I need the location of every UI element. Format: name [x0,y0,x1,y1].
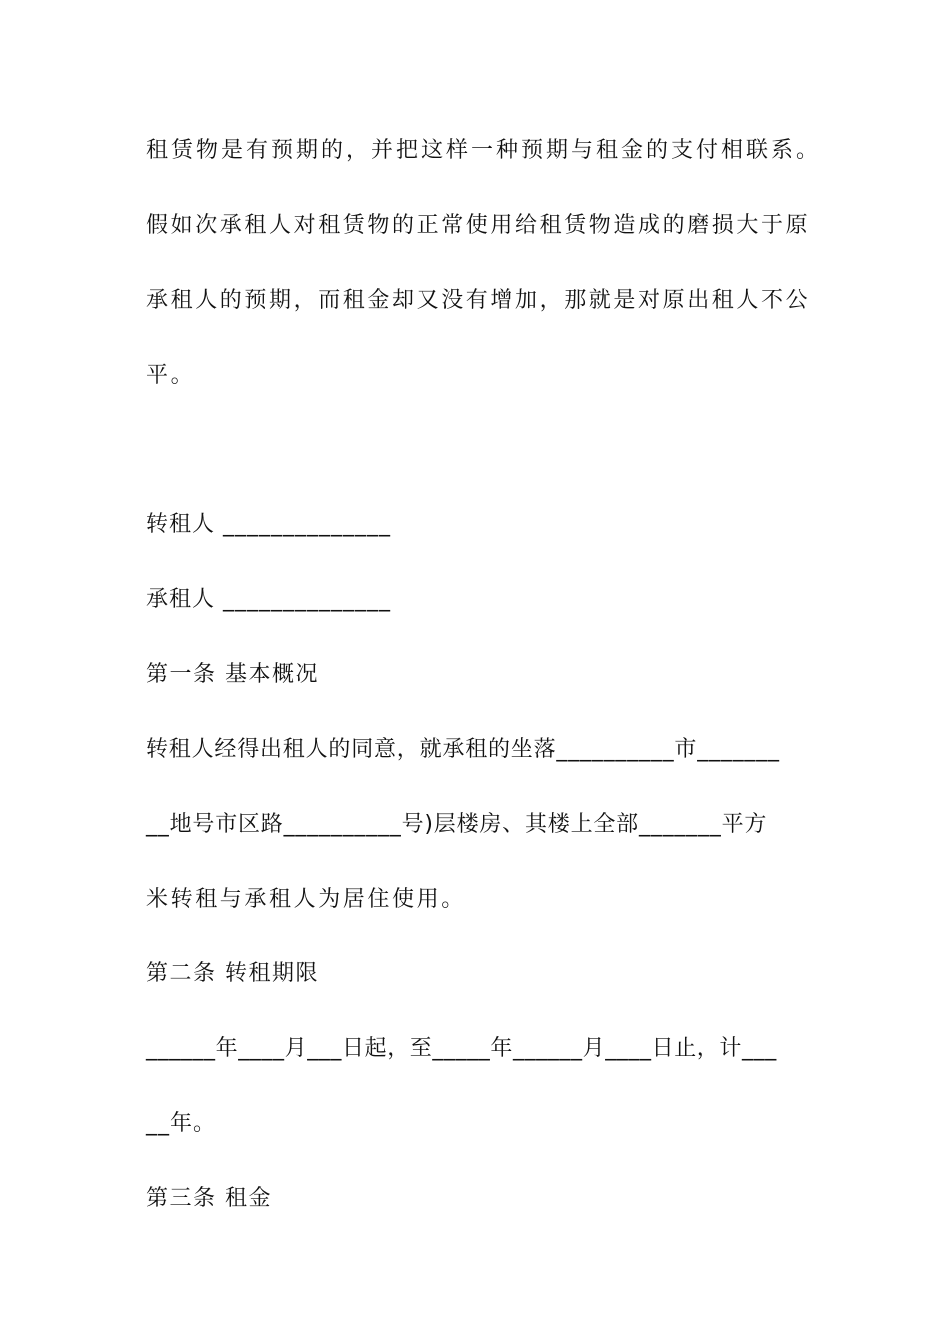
article1-line-2: __地号市区路__________号)层楼房、其楼上全部_______平方 [146,812,768,837]
article2-line-1: ______年____月___日起，至_____年______月____日止，计___ [146,1036,777,1061]
paragraph-line-2: 假如次承租人对租赁物的正常使用给租赁物造成的磨损大于原 [146,213,811,238]
article2-heading: 第二条 转租期限 [146,961,319,986]
paragraph-line-4: 平。 [146,363,196,388]
article2-line-2: __年。 [146,1111,217,1136]
article1-line-1: 转租人经得出租人的同意，就承租的坐落__________市_______ [146,737,780,762]
sublessor-line: 转租人 ______________ [146,512,391,537]
article1-line-3: 米转租与承租人为居住使用。 [146,887,466,912]
paragraph-line-1: 租赁物是有预期的，并把这样一种预期与租金的支付相联系。 [146,138,822,163]
lessee-line: 承租人 ______________ [146,587,391,612]
paragraph-line-3: 承租人的预期，而租金却又没有增加，那就是对原出租人不公 [146,288,811,313]
article1-heading: 第一条 基本概况 [146,662,319,687]
article3-heading: 第三条 租金 [146,1186,272,1211]
